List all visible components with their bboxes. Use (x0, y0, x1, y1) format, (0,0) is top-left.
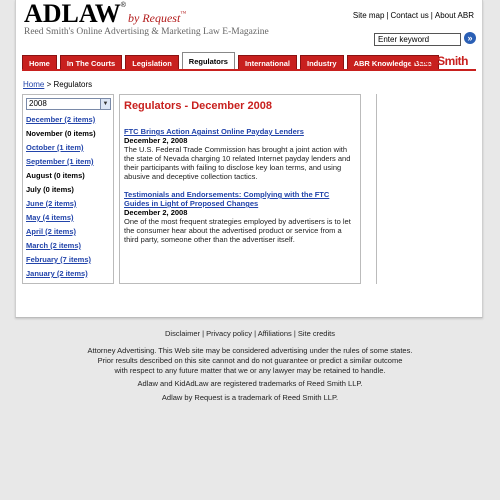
nav-underline (22, 69, 476, 71)
article-title-link[interactable]: Testimonials and Endorsements: Complying with the FTC Guides in Light of Proposed Changes (124, 190, 330, 208)
tab-international[interactable]: International (238, 55, 297, 70)
article-date: December 2, 2008 (124, 136, 188, 145)
notice-line: Attorney Advertising. This Web site may be considered advertising under the rules of some states. (87, 346, 413, 355)
article-summary: The U.S. Federal Trade Commission has brought a joint action with the state of Nevada charging 10 related Internet payday lenders and their participants with failing to disclose key loan terms, and using abusive and deceptive collection tactics. (124, 145, 351, 181)
affiliations-link[interactable]: Affiliations (257, 329, 292, 338)
month-item: August (0 items) (26, 171, 85, 180)
breadcrumb-home-link[interactable]: Home (23, 80, 45, 89)
top-links: Site map | Contact us | About ABR (352, 11, 474, 20)
right-column (362, 94, 377, 284)
year-select[interactable] (26, 98, 111, 110)
month-item[interactable]: March (2 items) (26, 241, 82, 250)
month-item[interactable]: September (1 item) (26, 157, 94, 166)
article-item (124, 127, 356, 181)
footer-notice (0, 346, 500, 376)
month-item[interactable]: December (2 items) (26, 115, 96, 124)
month-item[interactable]: May (4 items) (26, 213, 74, 222)
main-content (119, 94, 361, 284)
trademark-notice: Adlaw and KidAdLaw are registered trademarks of Reed Smith LLP. (137, 379, 363, 388)
month-item[interactable]: February (7 items) (26, 255, 92, 264)
page-title: Regulators - December 2008 (124, 100, 272, 112)
privacy-policy-link[interactable]: Privacy policy (206, 329, 252, 338)
month-item[interactable]: January (2 items) (26, 269, 88, 278)
logo-by-request: by Request™ (128, 11, 187, 25)
breadcrumb-separator: > (44, 80, 54, 89)
tab-regulators[interactable]: Regulators (182, 52, 235, 69)
search-go-icon[interactable]: » (464, 32, 476, 44)
month-item[interactable]: June (2 items) (26, 199, 77, 208)
breadcrumb (23, 80, 92, 89)
archive-sidebar (22, 94, 114, 284)
trademark-notice: Adlaw by Request is a trademark of Reed Smith LLP. (161, 393, 339, 402)
article-date: December 2, 2008 (124, 208, 188, 217)
article-title-link[interactable]: FTC Brings Action Against Online Payday Lenders (124, 127, 304, 136)
month-item: November (0 items) (26, 129, 96, 138)
site-logo[interactable] (24, 0, 187, 28)
disclaimer-link[interactable]: Disclaimer (165, 329, 201, 338)
article-summary: One of the most frequent strategies employed by advertisers is to let the consumer hear about the advertised product or service from a third party, someone other than the advertiser itself. (124, 217, 351, 244)
breadcrumb-current: Regulators (53, 80, 93, 89)
site-credits-link[interactable]: Site credits (297, 329, 335, 338)
reedsmith-logo[interactable]: ReedSmith (409, 54, 468, 68)
logo-text: ADLAW (24, 0, 121, 28)
footer-links: Disclaimer | Privacy policy | Affiliations | Site credits (165, 329, 335, 338)
year-select-value: 2008 (29, 99, 47, 108)
logo-registered-mark: ® (120, 2, 126, 9)
month-item[interactable]: April (2 items) (26, 227, 77, 236)
page-frame (15, 0, 483, 318)
tab-in-the-courts[interactable]: In The Courts (60, 55, 122, 70)
chevron-down-icon[interactable]: ▼ (100, 99, 110, 109)
site-tagline: Reed Smith's Online Advertising & Marketing Law E-Magazine (24, 27, 269, 37)
tab-legislation[interactable]: Legislation (125, 55, 179, 70)
tab-abr-knowledge-base[interactable]: ABR Knowledge Base (347, 55, 439, 70)
tab-home[interactable]: Home (22, 55, 57, 70)
contact-us-link[interactable]: Contact us (390, 11, 429, 20)
notice-line: with respect to any future matter that we or any lawyer may be retained to handle. (114, 366, 386, 375)
about-abr-link[interactable]: About ABR (434, 11, 474, 20)
main-nav (22, 55, 439, 70)
month-item[interactable]: October (1 item) (26, 143, 84, 152)
month-list (26, 113, 110, 281)
month-item: July (0 items) (26, 185, 74, 194)
article-item (124, 190, 356, 244)
site-map-link[interactable]: Site map (352, 11, 385, 20)
tab-industry[interactable]: Industry (300, 55, 344, 70)
search-input[interactable]: Enter keyword (374, 33, 461, 46)
notice-line: Prior results described on this site cannot and do not guarantee or predict a similar outcome (97, 356, 403, 365)
